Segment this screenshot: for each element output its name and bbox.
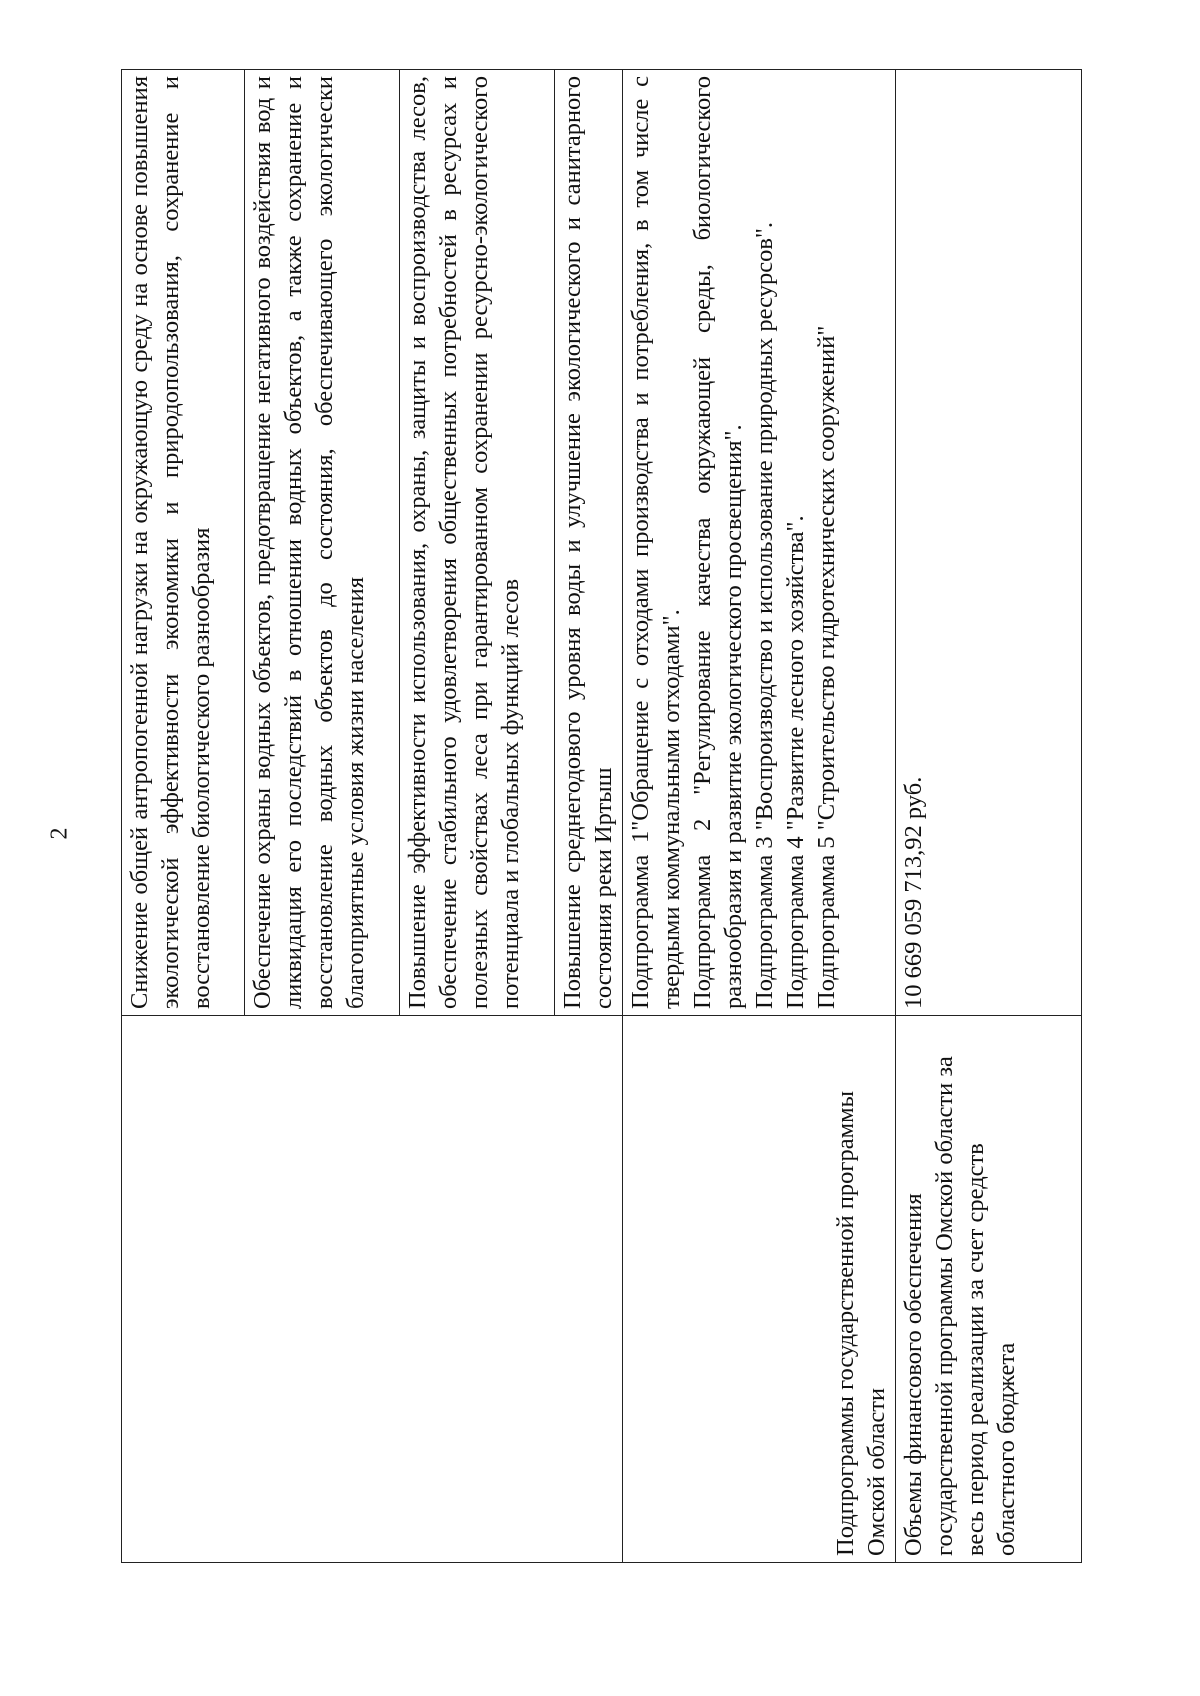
page-number: 2 (46, 827, 73, 840)
subprogram-item: Подпрограмма 4 "Развитие лесного хозяйства". (782, 515, 809, 1009)
subprogram-item: Подпрограмма 5 "Строительство гидротехнических сооружений" (813, 325, 840, 1009)
program-passport-table (121, 69, 1082, 1563)
subprogram-item: Подпрограмма 2 "Регулирование качества окружающей среды, биологического разнообразия и развитие экологического просвещения". (689, 76, 747, 1009)
objective-cell: Обеспечение охраны водных объектов, предотвращение негативного воздействия вод и ликвидация его последствий в отношении водных объектов, а также сохранение и восстановление водных объектов до состояния, обеспечивающего экологически благоприятные условия жизни населения (245, 70, 400, 1016)
subprograms-list-cell (623, 70, 896, 1016)
table-row (122, 70, 245, 1563)
subprograms-label: Подпрограммы государственной программы Омской области (623, 1016, 896, 1563)
objective-cell: Повышение эффективности использования, охраны, защиты и воспроизводства лесов, обеспечение стабильного удовлетворения общественных потребностей в ресурсах и полезных свойствах леса при гарантированном сохранении ресурсно-экологического потенциала и глобальных функций лесов (400, 70, 555, 1016)
subprogram-item: Подпрограмма 1"Обращение с отходами производства и потребления, в том числе с твердыми коммунальными отходами". (627, 76, 685, 1009)
subprogram-item: Подпрограмма 3 "Воспроизводство и использование природных ресурсов". (751, 221, 778, 1009)
funding-label: Объемы финансового обеспечения государственной программы Омской области за весь период реализации за счет средств областного бюджета (896, 1016, 1082, 1563)
objective-cell: Снижение общей антропогенной нагрузки на окружающую среду на основе повышения экологической эффективности экономики и природопользования, сохранение и восстановление биологического разнообразия (122, 70, 245, 1016)
objective-cell: Повышение среднегодового уровня воды и улучшение экологического и санитарного состояния реки Иртыш (555, 70, 623, 1016)
table-row (896, 70, 1082, 1563)
funding-value: 10 669 059 713,92 руб. (896, 70, 1082, 1016)
objectives-label-cell (122, 1016, 623, 1563)
rotated-table-wrapper (121, 70, 1077, 1563)
table-row (623, 70, 896, 1563)
